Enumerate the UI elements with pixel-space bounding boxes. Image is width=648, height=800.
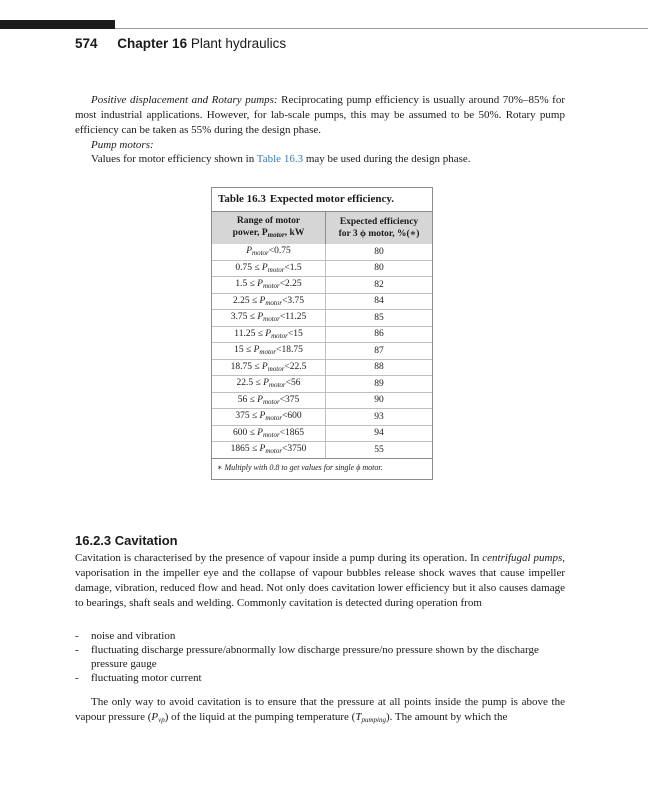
symptom-list bbox=[75, 629, 565, 685]
range-lower: 22.5 ≤ bbox=[236, 378, 264, 389]
table-row bbox=[212, 359, 432, 376]
power-symbol: P bbox=[259, 444, 266, 455]
table-footnote: ∗ Multiply with 0.8 to get values for single ϕ motor. bbox=[212, 458, 432, 479]
efficiency-cell: 86 bbox=[326, 326, 433, 343]
cavitation-text-b: vaporisation in the impeller eye and the collapse of vapour bubbles release shock waves that cause impeller damage, vibration, reduced flow and head. Not only does cavitation lower efficiency but it also causes damage to bearings, shaft seals and welding. Commonly cavitation is detected during operation from bbox=[75, 567, 565, 609]
power-subscript: motor bbox=[259, 348, 277, 357]
table-row bbox=[212, 376, 432, 393]
range-upper: <2.25 bbox=[279, 279, 302, 290]
power-symbol: P bbox=[246, 246, 253, 257]
col-header-eff-line2: for 3 ϕ motor, %(∗) bbox=[338, 229, 420, 239]
power-range-cell bbox=[212, 260, 326, 277]
table-row bbox=[212, 277, 432, 294]
range-upper: <3750 bbox=[282, 444, 307, 455]
power-range-cell bbox=[212, 392, 326, 409]
power-range-cell bbox=[212, 376, 326, 393]
pump-text: Reciprocating pump efficiency is usually around 70%–85% for most industrial applications. However, for lab-scale pumps, this may be assumed to be 50%. Rotary pump efficiency can be taken as 55% during the design phase. bbox=[75, 94, 565, 136]
table-header-row bbox=[212, 212, 432, 244]
power-symbol: P bbox=[257, 279, 263, 290]
list-item-text: fluctuating motor current bbox=[91, 672, 202, 684]
table-title: Expected motor efficiency. bbox=[269, 193, 395, 205]
range-upper: <1.5 bbox=[284, 262, 302, 273]
power-subscript: motor bbox=[268, 381, 286, 390]
vapour-pressure-var: P bbox=[151, 711, 159, 723]
power-range-cell bbox=[212, 359, 326, 376]
motor-heading-line bbox=[91, 138, 561, 153]
motor-text-before: Values for motor efficiency shown in bbox=[91, 153, 255, 165]
avoid-text-c: ). The amount by which the bbox=[385, 711, 508, 723]
avoid-text-a: The only way to avoid cavitation is to ensure that the pressure at all points inside the pump is above the vapour pressure ( bbox=[75, 696, 565, 723]
power-symbol: P bbox=[261, 262, 268, 273]
power-symbol: P bbox=[259, 411, 266, 422]
power-subscript: motor bbox=[262, 282, 280, 291]
power-subscript: motor bbox=[265, 414, 283, 423]
table-row bbox=[212, 392, 432, 409]
efficiency-cell: 87 bbox=[326, 343, 433, 360]
page-number: 574 bbox=[75, 36, 98, 51]
power-subscript: motor bbox=[263, 315, 280, 324]
table-row bbox=[212, 326, 432, 343]
chapter-label: Chapter 16 bbox=[117, 36, 188, 51]
pump-efficiency-paragraph bbox=[75, 93, 565, 138]
header-bar bbox=[0, 20, 115, 29]
power-symbol: P bbox=[257, 312, 264, 323]
range-upper: <18.75 bbox=[276, 345, 303, 356]
power-range-cell bbox=[212, 310, 326, 327]
efficiency-cell: 88 bbox=[326, 359, 433, 376]
vapour-pressure-sub: vp bbox=[158, 716, 165, 724]
table-row bbox=[212, 425, 432, 442]
range-upper: <600 bbox=[282, 411, 302, 422]
power-subscript: motor bbox=[271, 331, 288, 340]
power-symbol: P bbox=[257, 427, 263, 438]
col-header-power-line1: Range of motor bbox=[236, 216, 301, 226]
table-row bbox=[212, 343, 432, 360]
range-lower: 11.25 ≤ bbox=[234, 328, 266, 339]
table-label: Table 16.3 bbox=[218, 193, 266, 205]
col-header-power bbox=[212, 212, 326, 244]
list-item bbox=[75, 671, 565, 685]
pumping-temp-sub: pumping bbox=[361, 716, 386, 724]
table-row bbox=[212, 244, 432, 260]
efficiency-cell: 94 bbox=[326, 425, 433, 442]
range-lower: 1.5 ≤ bbox=[235, 279, 258, 290]
range-upper: <22.5 bbox=[284, 361, 307, 372]
power-subscript: motor bbox=[262, 430, 280, 439]
list-item-text: noise and vibration bbox=[91, 630, 176, 642]
efficiency-cell: 80 bbox=[374, 246, 384, 257]
list-item-text: fluctuating discharge pressure/abnormally low discharge pressure/no pressure shown by the discharge pressure gauge bbox=[91, 644, 539, 670]
table-row bbox=[212, 409, 432, 426]
motor-heading: Pump motors: bbox=[91, 139, 154, 151]
power-range-cell bbox=[212, 277, 326, 294]
cavitation-italic: centrifugal pumps, bbox=[482, 552, 566, 564]
efficiency-cell: 82 bbox=[326, 277, 433, 294]
bullet-marker: - bbox=[75, 644, 79, 656]
list-item bbox=[75, 629, 565, 643]
power-range-cell bbox=[212, 409, 326, 426]
avoid-cavitation-paragraph bbox=[75, 695, 565, 728]
col-header-power-pre: power, P bbox=[232, 228, 268, 238]
range-upper: <375 bbox=[279, 394, 300, 405]
running-header bbox=[75, 36, 286, 51]
power-range-cell bbox=[212, 326, 326, 343]
power-symbol: P bbox=[259, 295, 266, 306]
header-rule bbox=[115, 28, 648, 29]
range-lower: 56 ≤ bbox=[237, 394, 258, 405]
power-range-cell bbox=[212, 343, 326, 360]
power-subscript: motor bbox=[267, 265, 285, 274]
efficiency-cell: 90 bbox=[326, 392, 433, 409]
efficiency-cell: 93 bbox=[326, 409, 433, 426]
range-upper: <0.75 bbox=[268, 246, 291, 257]
avoid-text-b: ) of the liquid at the pumping temperature ( bbox=[164, 711, 356, 723]
bullet-marker: - bbox=[75, 672, 79, 684]
range-upper: <3.75 bbox=[282, 295, 305, 306]
range-lower: 15 ≤ bbox=[234, 345, 254, 356]
range-lower: 2.25 ≤ bbox=[232, 295, 260, 306]
table-caption bbox=[212, 188, 432, 212]
range-lower: 600 ≤ bbox=[232, 427, 258, 438]
motor-text-after: may be used during the design phase. bbox=[305, 153, 471, 165]
pump-heading: Positive displacement and Rotary pumps: bbox=[91, 94, 278, 106]
range-upper: <15 bbox=[287, 328, 303, 339]
chapter-title: Plant hydraulics bbox=[190, 36, 287, 51]
power-subscript: motor bbox=[267, 364, 285, 373]
table-reference-link[interactable]: Table 16.3 bbox=[256, 153, 304, 165]
efficiency-cell: 55 bbox=[326, 442, 433, 458]
power-range-cell bbox=[212, 244, 326, 260]
col-header-efficiency bbox=[326, 212, 433, 244]
range-upper: <11.25 bbox=[279, 312, 307, 323]
power-symbol: P bbox=[253, 345, 260, 356]
table-body bbox=[212, 244, 432, 458]
col-header-power-post: , kW bbox=[284, 228, 305, 238]
efficiency-cell: 89 bbox=[326, 376, 433, 393]
table-row bbox=[212, 442, 432, 458]
power-symbol: P bbox=[257, 394, 263, 405]
efficiency-grid bbox=[212, 212, 432, 458]
power-symbol: P bbox=[261, 361, 268, 372]
range-lower: 18.75 ≤ bbox=[230, 361, 262, 372]
table-row bbox=[212, 293, 432, 310]
efficiency-cell: 85 bbox=[326, 310, 433, 327]
power-symbol: P bbox=[263, 378, 269, 389]
power-range-cell bbox=[212, 425, 326, 442]
power-range-cell bbox=[212, 293, 326, 310]
power-subscript: motor bbox=[265, 447, 283, 456]
power-range-cell bbox=[212, 442, 326, 458]
range-upper: <1865 bbox=[279, 427, 305, 438]
col-header-eff-line1: Expected efficiency bbox=[339, 217, 419, 227]
bullet-marker: - bbox=[75, 630, 79, 642]
range-upper: <56 bbox=[285, 378, 301, 389]
range-lower: 3.75 ≤ bbox=[230, 312, 258, 323]
range-lower: 1865 ≤ bbox=[230, 444, 260, 455]
power-subscript: motor bbox=[252, 249, 269, 258]
power-symbol: P bbox=[265, 328, 272, 339]
col-header-power-sub: motor bbox=[267, 231, 285, 239]
efficiency-cell: 80 bbox=[326, 260, 433, 277]
table-row bbox=[212, 310, 432, 327]
range-lower: 375 ≤ bbox=[235, 411, 260, 422]
cavitation-paragraph bbox=[75, 551, 565, 611]
efficiency-cell: 84 bbox=[326, 293, 433, 310]
pumping-temp-var: T bbox=[355, 711, 362, 723]
motor-paragraph bbox=[91, 152, 565, 167]
list-item bbox=[75, 643, 565, 671]
power-subscript: motor bbox=[262, 397, 280, 406]
efficiency-table bbox=[211, 187, 433, 480]
cavitation-text-a: Cavitation is characterised by the presence of vapour inside a pump during its operation. In bbox=[75, 552, 480, 564]
range-lower: 0.75 ≤ bbox=[235, 262, 262, 273]
section-heading: 16.2.3 Cavitation bbox=[75, 533, 178, 548]
table-row bbox=[212, 260, 432, 277]
power-subscript: motor bbox=[265, 298, 283, 307]
